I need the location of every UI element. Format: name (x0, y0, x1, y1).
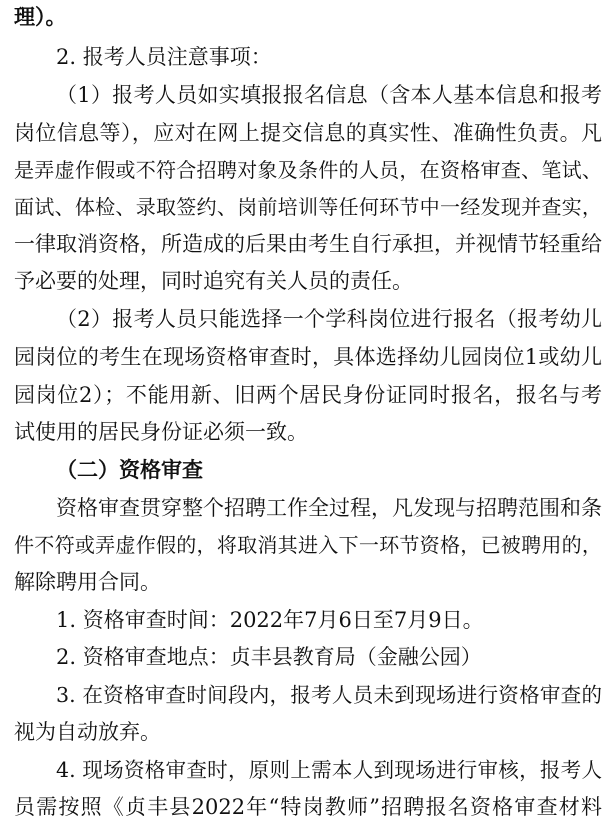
paragraph-line: 岗位信息等），应对在网上提交信息的真实性、准确性负责。凡 (14, 121, 602, 145)
paragraph-line: 解除聘用合同。 (14, 570, 161, 594)
paragraph-line: （2）报考人员只能选择一个学科岗位进行报名（报考幼儿 (56, 307, 602, 331)
paragraph-line: 视为自动放弃。 (14, 720, 161, 744)
paragraph-line: 资格审查贯穿整个招聘工作全过程，凡发现与招聘范围和条 (56, 496, 602, 520)
list-item-onsite-review: 4. 现场资格审查时，原则上需本人到现场进行审核，报考人 (56, 758, 602, 782)
paragraph-line: 予必要的处理，同时追究有关人员的责任。 (14, 269, 413, 293)
paragraph-line: 园岗位的考生在现场资格审查时，具体选择幼儿园岗位1或幼儿 (14, 345, 602, 369)
text-line-continuation: 理）。 (14, 4, 67, 29)
paragraph-line: 一律取消资格，所造成的后果由考生自行承担，并视情节轻重给 (14, 232, 602, 256)
list-item-review-time: 1. 资格审查时间：2022年7月6日至7月9日。 (56, 608, 484, 632)
paragraph-line: 员需按照《贞丰县2022年“特岗教师”招聘报名资格审查材料 (14, 795, 602, 819)
list-item-review-location: 2. 资格审查地点：贞丰县教育局（金融公园） (56, 645, 482, 669)
list-item-review-absence: 3. 在资格审查时间段内，报考人员未到现场进行资格审查的 (56, 683, 602, 707)
paragraph-line: 件不符或弄虚作假的，将取消其进入下一环节资格，已被聘用的， (14, 533, 602, 557)
paragraph-line: 园岗位2）；不能用新、旧两个居民身份证同时报名，报名与考 (14, 383, 602, 407)
paragraph-line: 试使用的居民身份证必须一致。 (14, 420, 308, 444)
paragraph-line: （1）报考人员如实填报报名信息（含本人基本信息和报考 (56, 83, 602, 107)
section-heading-qualification-review: （二）资格审查 (56, 458, 203, 482)
paragraph-line: 是弄虚作假或不符合招聘对象及条件的人员，在资格审查、笔试、 (14, 158, 602, 182)
item-heading-notes: 2. 报考人员注意事项： (56, 45, 272, 69)
paragraph-line: 面试、体检、录取签约、岗前培训等任何环节中一经发现并查实， (14, 195, 602, 219)
